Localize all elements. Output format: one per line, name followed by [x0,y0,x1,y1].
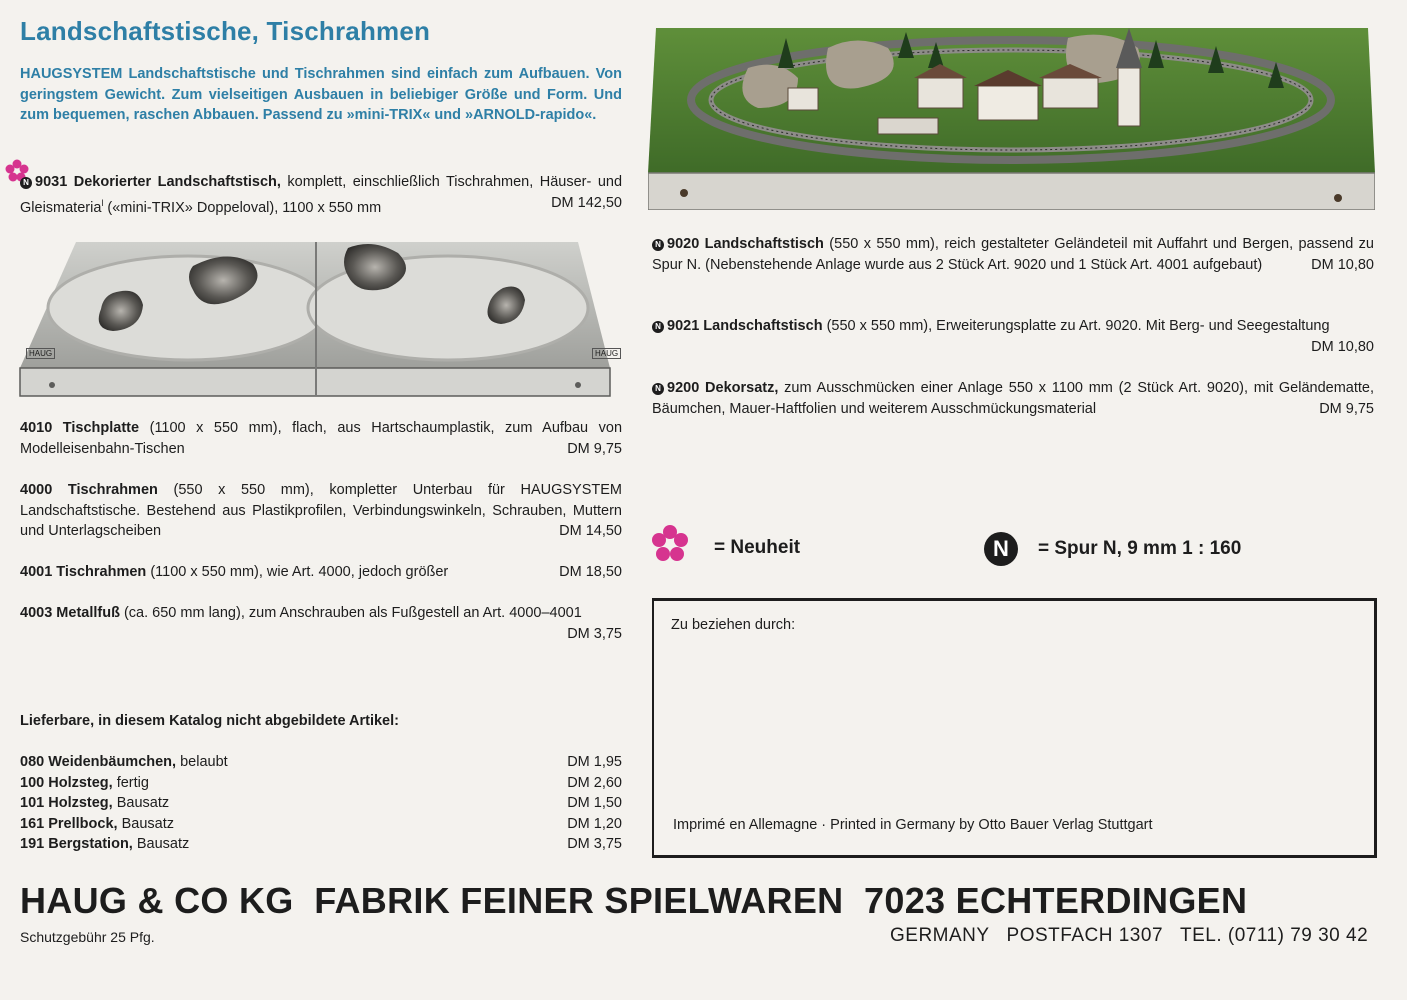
item-price: DM 10,80 [1311,256,1374,273]
item-price: DM 3,75 [567,625,622,642]
printed-in-text: Imprimé en Allemagne · Printed in Germany by Otto Bauer Verlag Stuttgart [673,817,1153,833]
item-name: Landschaftstisch [703,318,823,334]
item-number: 9200 [667,380,700,396]
item-4010 [20,418,622,459]
item-9031 [20,172,622,218]
intro-text: HAUGSYSTEM Landschaftstische und Tischrahmen sind einfach zum Aufbauen. Von geringstem Gewicht. Zum vielseitigen Ausbauen in beliebiger Größe und Form. Und zum bequemen, raschen Abbauen. Passend zu »mini-TRIX« und »ARNOLD-rapido«. [20,66,622,123]
fee-text: Schutzgebühr 25 Pfg. [20,929,155,945]
table-plate-photo [18,228,619,400]
dealer-stamp-box [652,598,1377,858]
n-gauge-icon: N [652,383,664,395]
item-4003 [20,603,622,644]
item-number: 4001 [20,564,53,580]
available-list [20,752,622,855]
n-gauge-legend-icon [984,532,1018,566]
item-4000 [20,480,622,542]
address-line: GERMANY POSTFACH 1307 TEL. (0711) 79 30 42 [890,925,1369,946]
item-9021 [652,316,1374,357]
page-title: Landschaftstische, Tischrahmen [20,16,431,46]
item-name: Metallfuß [56,605,120,621]
item-desc-2: («mini-TRIX» Doppeloval), 1100 x 550 mm [103,199,382,216]
item-desc: zum Ausschmücken einer Anlage 550 x 1100 mm (2 Stück Art. 9020), mit Geländematte, Bäumchen, Mauer-Haftfolien und weiterem Ausschmückungsmaterial [652,380,1374,417]
n-gauge-icon: N [20,177,32,189]
item-9020 [652,234,1374,275]
n-gauge-icon: N [652,321,664,333]
item-desc: (550 x 550 mm), reich gestalteter Geländeteil mit Auffahrt und Bergen, passend zu Spur N. (Nebenstehende Anlage wurde aus 2 Stück Art. 9020 und 1 Stück Art. 4001 aufgebaut) [652,236,1375,273]
item-desc: (ca. 650 mm lang), zum Anschrauben als Fußgestell an Art. 4000–4001 [123,605,582,621]
item-number: 9021 [667,318,700,334]
n-gauge-icon: N [652,239,664,251]
item-desc-sup: l [101,197,104,208]
item-price: DM 18,50 [559,564,622,580]
item-desc: (1100 x 550 mm), wie Art. 4000, jedoch größer [150,564,449,580]
legend-new-text: = Neuheit [714,537,801,558]
item-price: DM 9,75 [1319,400,1374,417]
box-label: Zu beziehen durch: [671,617,796,633]
list-item: 101 Holzsteg, Bausatz DM 1,50 [20,795,622,811]
list-item: 080 Weidenbäumchen, belaubt DM 1,95 [20,754,622,770]
item-name: Tischplatte [62,420,140,436]
company-line: HAUG & CO KG FABRIK FEINER SPIELWAREN 7023 ECHTERDINGEN [20,880,1248,921]
item-number: 4000 [20,482,53,498]
available-heading: Lieferbare, in diesem Katalog nicht abgebildete Artikel: [20,713,399,729]
item-price: DM 10,80 [1311,338,1374,355]
flower-icon [650,524,690,569]
item-name: Tischrahmen [67,482,158,498]
plate-label-right: HAUG [592,348,621,359]
item-name: Tischrahmen [56,564,147,580]
item-number: 4010 [20,420,53,436]
item-price: DM 142,50 [551,194,622,211]
item-number: 9031 [35,174,68,190]
plate-label-left: HAUG [26,348,55,359]
item-number: 9020 [667,236,700,252]
n-gauge-legend-letter: N [993,536,1009,561]
item-name: Landschaftstisch [704,236,824,252]
item-9200 [652,378,1374,419]
item-desc: (1100 x 550 mm), flach, aus Hartschaumplastik, zum Aufbau von Modelleisenbahn-Tischen [20,420,623,457]
item-name: Dekorsatz, [705,380,779,396]
item-desc: (550 x 550 mm), Erweiterungsplatte zu Art. 9020. Mit Berg- und Seegestaltung [826,318,1330,334]
list-item: 191 Bergstation, Bausatz DM 3,75 [20,836,622,852]
item-desc: (550 x 550 mm), kompletter Unterbau für HAUGSYSTEM Landschaftstische. Bestehend aus Plastikprofilen, Verbindungswinkeln, Schrauben, Muttern und Unterlagscheiben [20,482,622,539]
list-item: 100 Holzsteg, fertig DM 2,60 [20,774,622,791]
item-number: 4003 [20,605,53,621]
legend-spur-text: = Spur N, 9 mm 1 : 160 [1038,538,1242,559]
item-4001 [20,562,622,583]
item-price: DM 14,50 [559,523,622,539]
item-desc: komplett, einschließlich Tischrahmen, Häuser- und Gleismateria [20,174,623,216]
list-item: 161 Prellbock, Bausatz DM 1,20 [20,815,622,832]
item-price: DM 9,75 [567,440,622,457]
layout-photo [648,28,1375,210]
item-name: Dekorierter Landschaftstisch, [73,174,281,190]
